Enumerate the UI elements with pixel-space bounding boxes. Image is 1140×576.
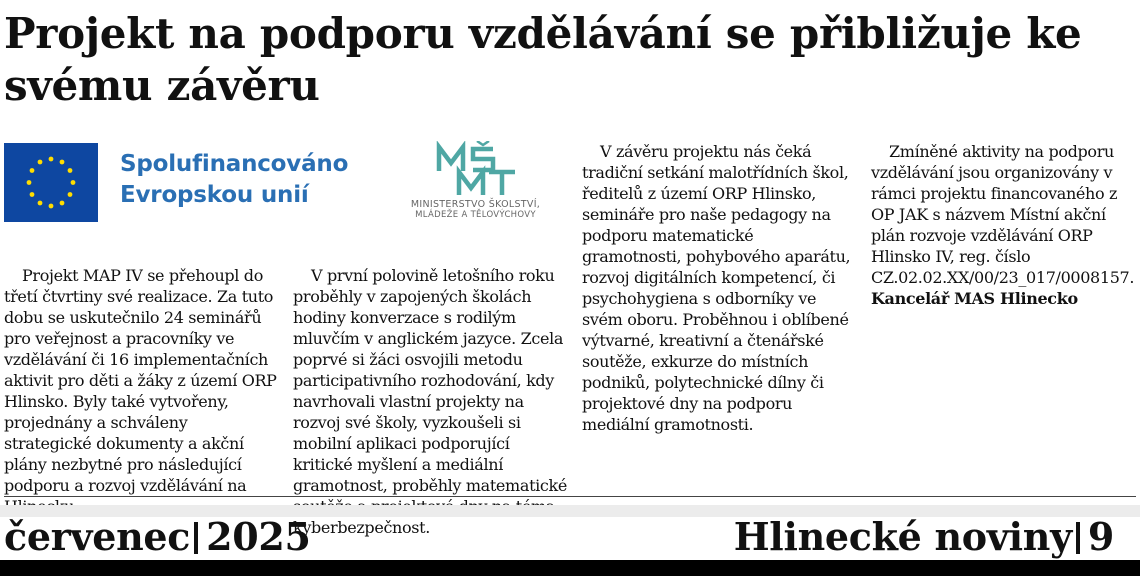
eu-cofinancing-logo [4, 143, 354, 223]
eu-flag-icon [4, 143, 98, 222]
footer-year: 2025 [206, 514, 311, 559]
footer-page-number: 9 [1087, 514, 1114, 559]
footer-rule [4, 496, 1136, 497]
article-paragraph-3: V závěru projektu nás čeká tradiční setkání malotřídních škol, ředitelů z území ORP Hlinsko, semináře pro naše pedagogy na podporu matematické gramotnosti, pohybového aparátu, rozvoj digitálních kompetencí, či psychohygiena s odborníky ve svém oboru. Proběhnou i oblíbené výtvarné, kreativní a čtenářské soutěže, exkurze do místních podniků, polytechnické dílny či projektové dny na podporu mediální gramotnosti. [582, 142, 851, 434]
msmt-logo-line1: MINISTERSTVO ŠKOLSTVÍ, [410, 199, 541, 210]
article-column-4 [871, 141, 1137, 309]
eu-logo-line2: Evropskou unií [120, 182, 309, 208]
footer-paper-name: Hlinecké noviny [733, 514, 1072, 559]
msmt-logo-line2: MLÁDEŽE A TĚLOVÝCHOVY [415, 210, 536, 220]
eu-logo-text [120, 149, 360, 211]
msmt-emblem-icon [431, 141, 521, 199]
article-column-3 [582, 141, 857, 435]
footer-paper-page [734, 514, 1114, 560]
footer-black-bar [0, 560, 1140, 576]
article-headline: Projekt na podporu vzdělávání se přibližuje ke svému závěru [4, 9, 1082, 110]
article-paragraph-2: V první polovině letošního roku proběhly v zapojených školách hodiny konverzace s rodilým mluvčím v anglickém jazyce. Zcela poprvé si žáci osvojili metodu participativního rozhodování, kdy navrhovali vlastní projekty na rozvoj své školy, vyzkoušeli si mobilní aplikaci podporující kritické myšlení a mediální gramotnost, proběhly matematické kyberbezpečnost. [293, 266, 567, 537]
footer-divider [194, 522, 198, 554]
footer-divider [1076, 522, 1080, 554]
article-paragraph-4: Zmíněné aktivity na podporu vzdělávání jsou organizovány v rámci projektu financovaného z OP JAK s názvem Místní akční plán rozvoje vzdělávání ORP Hlinsko IV, reg. číslo CZ.02.02.XX/00/23_017/0008157. [871, 142, 1135, 287]
article-column-2 [293, 265, 568, 538]
msmt-logo [388, 141, 563, 221]
article-column-1 [4, 265, 279, 517]
eu-logo-line1: Spolufinancováno [120, 151, 349, 177]
footer-issue-date [4, 514, 311, 560]
article-paragraph-1: Projekt MAP IV se přehoupl do třetí čtvrtiny své realizace. Za tuto dobu se uskutečnilo 24 seminářů pro veřejnost a pracovníky ve vzdělávání či 16 implementačních aktivit pro děti a žáky z území ORP Hlinsko. Byly také vytvořeny, projednány a schváleny strategické dokumenty a akční plány nezbytné pro následující podporu a rozvoj vzdělávání na [4, 266, 277, 495]
article-signature: Kancelář MAS Hlinecko [871, 289, 1078, 308]
footer-month: červenec [4, 514, 191, 559]
